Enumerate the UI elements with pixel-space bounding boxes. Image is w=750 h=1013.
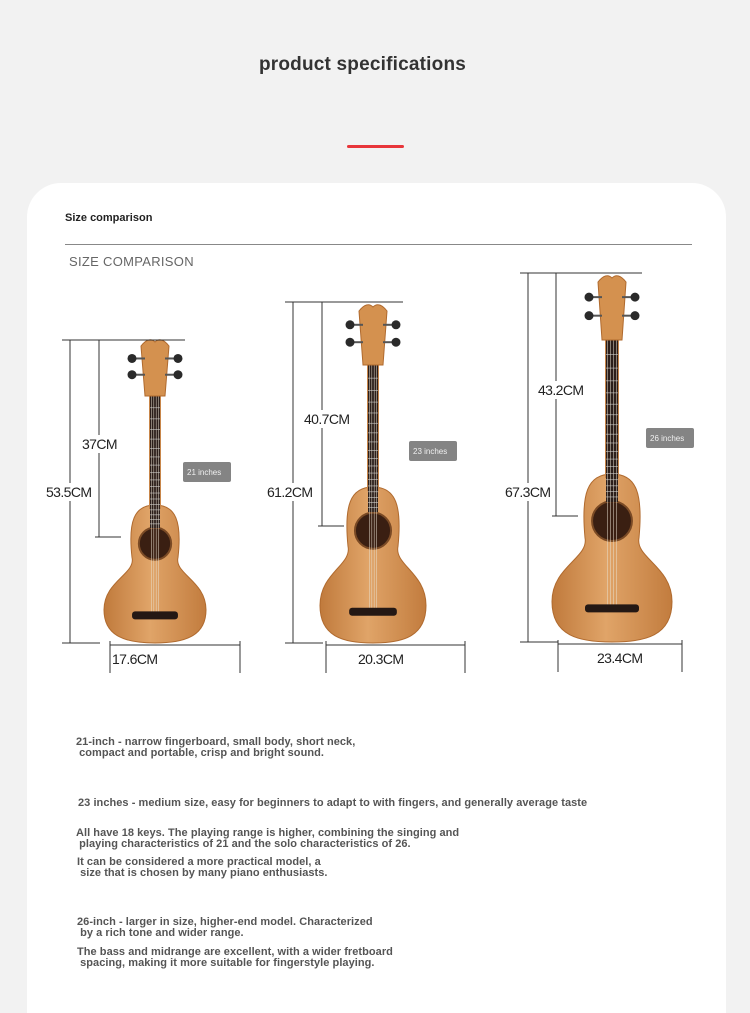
- ukulele-23: [265, 302, 465, 673]
- desc-21-line-2: compact and portable, crisp and bright sound.: [76, 747, 324, 759]
- body-width-label: 20.3CM: [358, 651, 404, 667]
- sound-hole: [355, 513, 391, 549]
- desc-26-line-4: spacing, making it more suitable for fingerstyle playing.: [77, 957, 375, 969]
- bridge: [585, 604, 639, 612]
- desc-26-line-2: by a rich tone and wider range.: [77, 927, 244, 939]
- desc-26-line-3: The bass and midrange are excellent, with a wider fretboard: [77, 946, 393, 958]
- bridge: [132, 611, 178, 619]
- desc-26-line-1: 26-inch - larger in size, higher-end model. Characterized: [77, 916, 373, 928]
- desc-23-line-1: 23 inches - medium size, easy for beginners to adapt to with fingers, and generally average taste: [78, 797, 588, 809]
- card-subheading: SIZE COMPARISON: [69, 254, 194, 269]
- desc-23-line-5: size that is chosen by many piano enthusiasts.: [77, 867, 328, 879]
- total-length-label: 67.3CM: [505, 484, 551, 500]
- tuner-knob: [392, 320, 401, 329]
- headstock: [359, 305, 387, 365]
- total-length-label: 53.5CM: [46, 484, 92, 500]
- fretboard: [606, 340, 618, 502]
- ukulele-21: [44, 340, 240, 673]
- page-title: product specifications: [258, 54, 467, 75]
- sound-hole: [592, 501, 632, 541]
- tuner-knob: [585, 311, 594, 320]
- bridge: [349, 608, 397, 616]
- neck-length-label: 37CM: [82, 436, 117, 452]
- body-width-label: 23.4CM: [597, 650, 643, 666]
- tuner-knob: [346, 320, 355, 329]
- card-heading: Size comparison: [65, 212, 153, 224]
- desc-23-line-3: playing characteristics of 21 and the solo characteristics of 26.: [76, 838, 411, 850]
- neck-length-label: 40.7CM: [304, 411, 350, 427]
- total-length-label: 61.2CM: [267, 484, 313, 500]
- tuner-knob: [174, 354, 183, 363]
- tuner-knob: [174, 370, 183, 379]
- neck-length-label: 43.2CM: [538, 382, 584, 398]
- tuner-knob: [128, 354, 137, 363]
- desc-23-line-4: It can be considered a more practical model, a: [77, 856, 321, 868]
- size-tag-label: 21 inches: [187, 468, 222, 477]
- body-width-label: 17.6CM: [112, 651, 158, 667]
- tuner-knob: [631, 293, 640, 302]
- headstock: [598, 276, 626, 340]
- tuner-knob: [128, 370, 137, 379]
- tuner-knob: [585, 293, 594, 302]
- tuner-knob: [631, 311, 640, 320]
- desc-21-line-1: 21-inch - narrow fingerboard, small body, short neck,: [76, 736, 356, 748]
- size-tag-label: 23 inches: [413, 447, 448, 456]
- sound-hole: [139, 527, 171, 559]
- size-tag-label: 26 inches: [650, 434, 685, 443]
- tuner-knob: [392, 338, 401, 347]
- headstock: [141, 340, 169, 396]
- tuner-knob: [346, 338, 355, 347]
- desc-23-line-2: All have 18 keys. The playing range is higher, combining the singing and: [76, 827, 460, 839]
- ukulele-26: [503, 273, 694, 672]
